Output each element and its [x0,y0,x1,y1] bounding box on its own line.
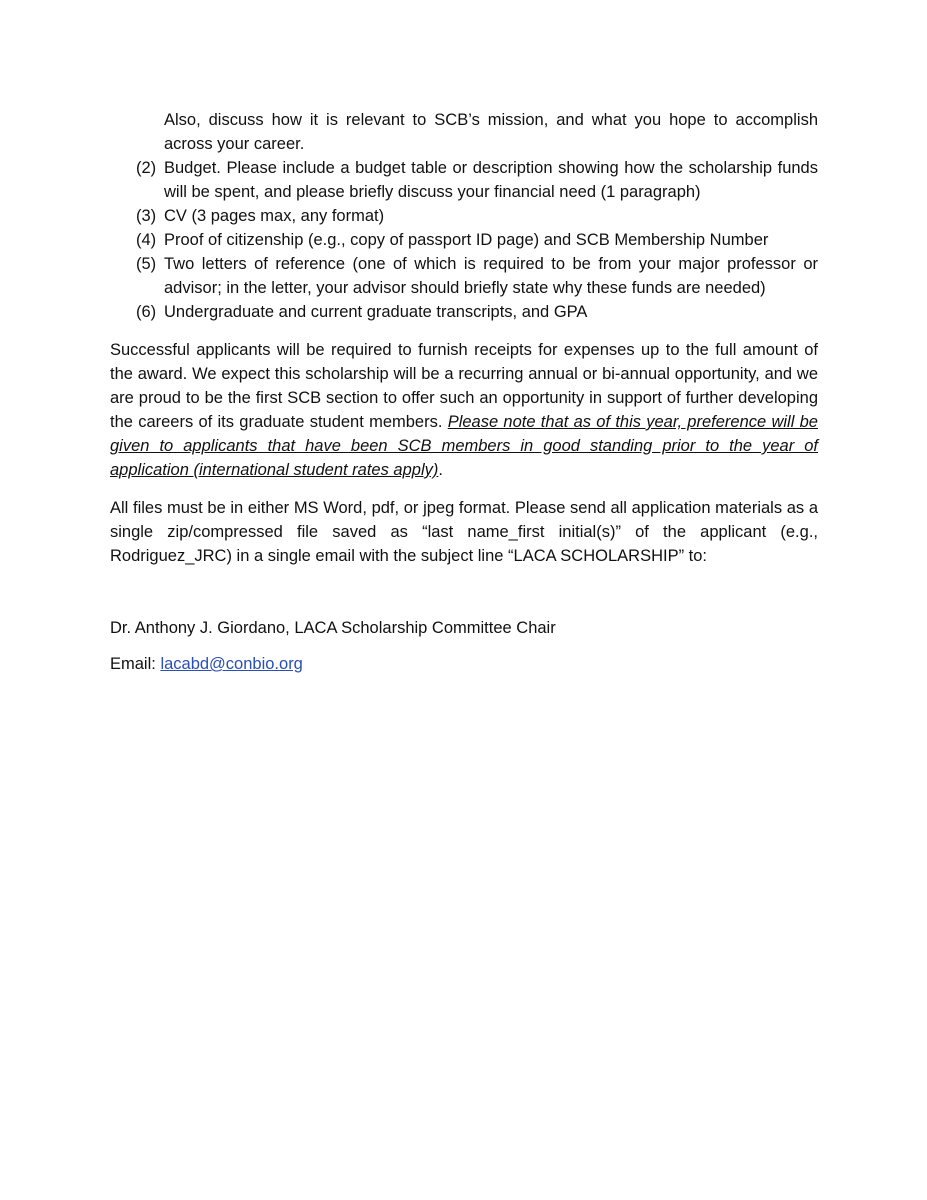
list-item-text: Two letters of reference (one of which is required to be from your major professor or advisor; in the letter, your advisor should briefly state why these funds are needed) [164,255,818,297]
list-item-text: Proof of citizenship (e.g., copy of passport ID page) and SCB Membership Number [164,231,769,249]
requirements-list [110,156,818,324]
document-page [110,108,818,676]
list-item [110,252,818,300]
list-item-text: Budget. Please include a budget table or description showing how the scholarship funds will be spent, and please briefly discuss your financial need (1 paragraph) [164,159,818,201]
list-item [110,300,818,324]
list-item-number: (4) [136,231,157,249]
list-item-number: (2) [136,159,157,177]
list-item-text: Undergraduate and current graduate transcripts, and GPA [164,303,588,321]
list-item [110,228,818,252]
receipts-end: . [438,461,443,479]
files-paragraph: All files must be in either MS Word, pdf, or jpeg format. Please send all application materials as a single zip/compressed file saved as “last name_first initial(s)” of the applicant (e.g., Rodriguez_JRC) in a single email with the subject line “LACA SCHOLARSHIP” to: [110,499,818,565]
list-item-text: CV (3 pages max, any format) [164,207,385,225]
email-line [110,652,818,676]
email-label: Email: [110,655,161,673]
receipts-text: Successful applicants will be required to furnish receipts for expenses up to the full amount of the award. We expect this scholarship will be a recurring annual or bi-annual opportunity, and we are proud to be the first SCB section to offer such an opportunity in support of further developing the careers of its graduate student members. [110,341,818,431]
email-link[interactable]: lacabd@conbio.org [160,655,303,673]
receipts-paragraph [110,338,818,482]
spacer [110,568,818,604]
preference-note: Please note that as of this year, preference will be given to applicants that have been SCB members in good standing prior to the year of application (international student rates apply) [110,413,818,479]
committee-chair-line: Dr. Anthony J. Giordano, LACA Scholarship Committee Chair [110,619,556,637]
list-item [110,204,818,228]
intro-continuation: Also, discuss how it is relevant to SCB’s mission, and what you hope to accomplish across your career. [164,111,818,153]
list-item-number: (6) [136,303,157,321]
list-item-number: (3) [136,207,157,225]
list-item-number: (5) [136,255,157,273]
list-item [110,156,818,204]
